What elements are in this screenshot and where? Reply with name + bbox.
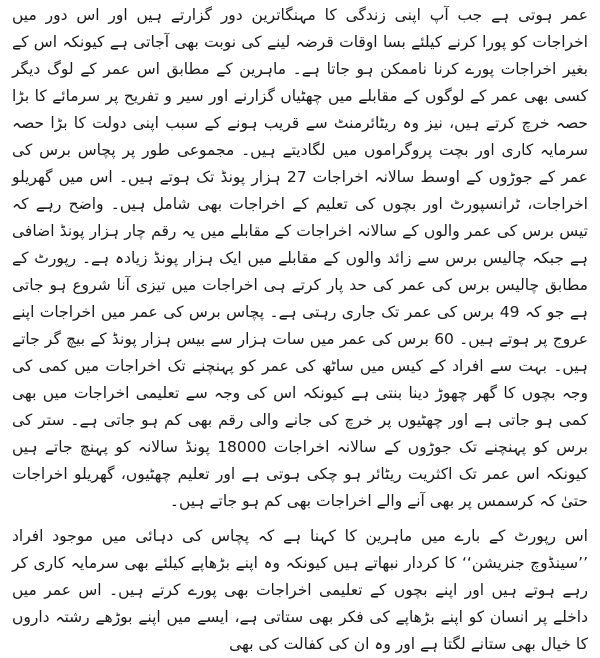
article-paragraph-2: اس رپورٹ کے بارے میں ماہرین کا کہنا ہے کہ پچاس کی دہائی میں موجود افراد ’’سینڈوچ جنریشن‘‘ کا کردار نبھاتے ہیں کیونکہ وہ اپنے بڑھاپے کیلئے بھی سرمایہ کاری کر رہے ہوتے ہیں اور اپنے بچوں کے تعلیمی اخراجات بھی پورے کرتے ہیں۔ اس عمر میں داخلے پر انسان کو اپنے بڑھاپے کی فکر بھی ستاتی ہے، ایسے میں اپنے بوڑھے رشتہ داروں کا خیال بھی ستانے لگتا ہے اور وہ ان کی کفالت کی بھی: [12, 527, 588, 653]
article-paragraph-1: عمر ہوتی ہے جب آپ اپنی زندگی کا مہنگاترین دور گزارتے ہیں اور اس دور میں اخراجات کو پورا کرنے کیلئے بسا اوقات قرضہ لینے کی نوبت بھی آجاتی ہے کیونکہ اس کے بغیر اخراجات پورے کرنا ناممکن ہو جاتا ہے۔ ماہرین کے مطابق اس عمر کے لوگ دیگر کسی بھی عمر کے لوگوں کے مقابلے میں چھٹیاں گزارنے اور سیر و تفریح پر سرمائے کا بڑا حصہ خرچ کرتے ہیں، نیز وہ ریٹائرمنٹ سے قریب ہونے کے سبب اپنی دولت کا بڑا حصہ سرمایہ کاری اور بچت پروگراموں میں لگادیتے ہیں۔ مجموعی طور پر پچاس برس کی عمر کے جوڑوں کے اوسط سالانہ اخراجات 27 ہزار پونڈ تک ہوتے ہیں۔ اس میں گھریلو اخراجات، ٹرانسپورٹ اور بچوں کی تعلیم کے اخراجات بھی شامل ہیں۔ واضح رہے کہ تیس برس کی عمر والوں کے سالانہ اخراجات کے مقابلے میں یہ رقم چار ہزار پونڈ اضافی ہے جبکہ چالیس برس سے زائد والوں کے مقابلے میں ایک ہزار پونڈ زیادہ ہے۔ رپورٹ کے مطابق چالیس برس کی عمر کی حد پار کرتے ہی اخراجات میں تیزی آنا شروع ہو جاتی ہے جو کہ 49 برس کی عمر تک جاری رہتی ہے۔ پچاس برس کی عمر میں اخراجات اپنے عروج پر ہوتے ہیں۔ 60 برس کی عمر میں سات ہزار سے بیس ہزار پونڈ کے بیچ گر جاتے ہیں۔ بہت سے افراد کے کیس میں ساٹھ کی عمر کو پہنچنے تک اخراجات میں کمی کی وجہ بچوں کا گھر چھوڑ دینا بنتی ہے کیونکہ اس کی وجہ سے تعلیمی اخراجات میں بھی کمی ہو جاتی ہے اور چھٹیوں پر خرچ کی جانے والی رقم بھی کم ہو جاتی ہے۔ ستر کی برس کو پہنچنے تک جوڑوں کے سالانہ اخراجات 18000 پونڈ سالانہ کو پہنچ جاتے ہیں کیونکہ اس عمر تک اکثریت ریٹائر ہو چکی ہوتی ہے اور تعلیم چھٹیوں، گھریلو اخراجات حتیٰ کہ کرسمس پر بھی آنے والے اخراجات بھی کم ہو جاتے ہیں۔: [12, 6, 588, 510]
